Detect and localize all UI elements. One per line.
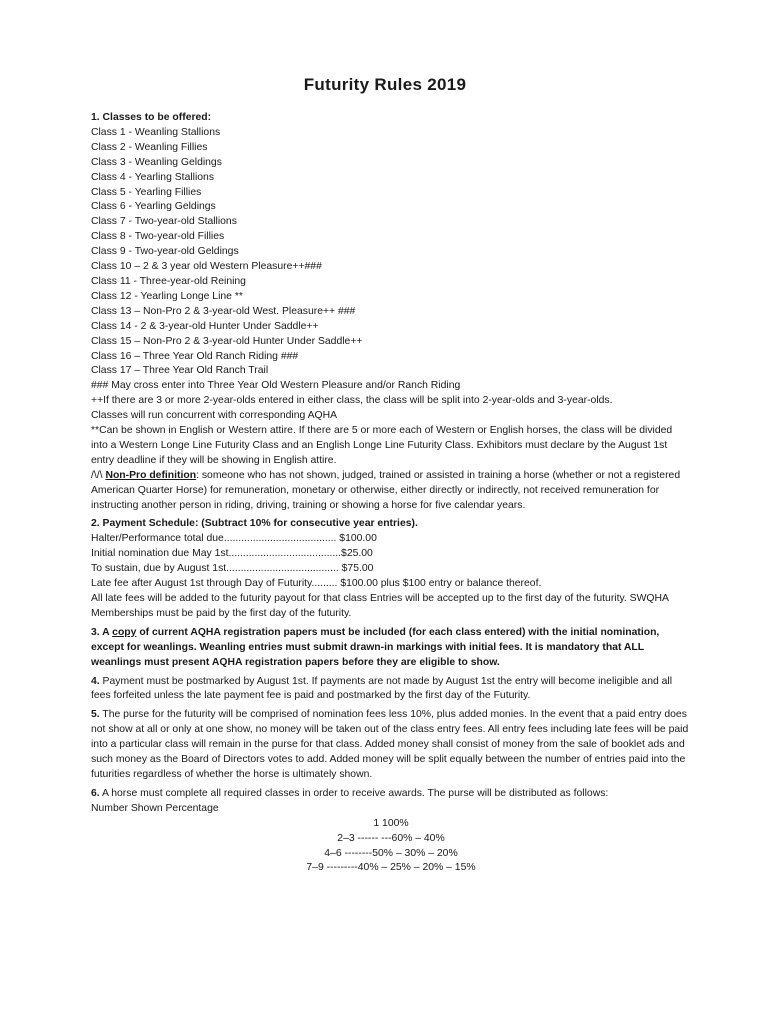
class-line: Class 15 – Non-Pro 2 & 3-year-old Hunter Under Saddle++ — [91, 335, 363, 347]
class-line: Class 17 – Three Year Old Ranch Trail — [91, 365, 269, 377]
document-body — [91, 111, 691, 876]
purse-row: 2–3 ------ ---60% – 40% — [337, 832, 445, 844]
class-line: Class 9 - Two-year-old Geldings — [91, 246, 239, 258]
class-line: Class 6 - Yearling Geldings — [91, 201, 216, 213]
section-3-text: of current AQHA registration papers must be included (for each class entered) with the initial nomination, except for weanlings. Weanling entries must submit drawn-in markings with initial fees. It is mandatory that ALL weanlings must present AQHA registration papers before they are eligible to show. — [91, 626, 660, 668]
class-line: Class 5 - Yearling Fillies — [91, 186, 202, 198]
class-line: Class 1 - Weanling Stallions — [91, 126, 221, 138]
class-line: Class 2 - Weanling Fillies — [91, 141, 208, 153]
fee-line: Halter/Performance total due....................................... $100.00 — [91, 533, 377, 545]
non-pro-text: : someone who has not shown, judged, trained or assisted in training a horse (whether or not a registered American Quarter Horse) for remuneration, monetary or otherwise, either directly or indirectly, not received remuneration for instructing another person in riding, driving, training or showing a horse for five calendar years. — [91, 469, 681, 511]
class-line: Class 13 – Non-Pro 2 & 3-year-old West. Pleasure++ ### — [91, 305, 356, 317]
cross-enter-note: ### May cross enter into Three Year Old Western Pleasure and/or Ranch Riding — [91, 380, 461, 392]
non-pro-prefix: /\/\ — [91, 469, 103, 481]
non-pro-label: Non-Pro definition — [105, 469, 197, 481]
section-6-text: A horse must complete all required classes in order to receive awards. The purse will be distributed as follows: — [99, 787, 609, 799]
section-3 — [91, 626, 691, 671]
fee-line: Initial nomination due May 1st.......................................$25.00 — [91, 548, 373, 560]
class-line: Class 14 - 2 & 3-year-old Hunter Under Saddle++ — [91, 320, 319, 332]
class-line: Class 12 - Yearling Longe Line ** — [91, 290, 243, 302]
split-note: ++If there are 3 or more 2-year-olds entered in either class, the class will be split into 2-year-olds and 3-year-olds. — [91, 395, 613, 407]
purse-row: 4–6 --------50% – 30% – 20% — [324, 847, 458, 859]
section-3-copy: copy — [112, 626, 137, 638]
class-line: Class 16 – Three Year Old Ranch Riding ### — [91, 350, 299, 362]
class-line: Class 4 - Yearling Stallions — [91, 171, 215, 183]
section-1-heading: 1. Classes to be offered: — [91, 112, 212, 123]
document-title: Futurity Rules 2019 — [303, 75, 467, 94]
class-line: Class 11 - Three-year-old Reining — [91, 275, 246, 287]
purse-table-header: Number Shown Percentage — [91, 802, 219, 814]
non-pro-definition — [91, 469, 691, 514]
purse-row: 7–9 ---------40% – 25% – 20% – 15% — [306, 862, 476, 874]
section-4-number: 4. — [91, 675, 100, 687]
section-2-heading: 2. Payment Schedule: (Subtract 10% for consecutive year entries). — [91, 518, 418, 530]
concurrent-note: Classes will run concurrent with corresponding AQHA — [91, 410, 338, 422]
section-6-number: 6. — [91, 787, 100, 799]
section-3-lead: 3. A — [91, 626, 113, 638]
class-line: Class 7 - Two-year-old Stallions — [91, 216, 237, 228]
purse-row: 1 100% — [373, 817, 409, 829]
class-line: Class 3 - Weanling Geldings — [91, 156, 222, 168]
section-4-text: Payment must be postmarked by August 1st. If payments are not made by August 1st the entry will become ineligible and all fees forfeited unless the late payment fee is paid and postmarked by the first day of the Futurity. — [91, 675, 673, 702]
late-fee-note: All late fees will be added to the futurity payout for that class Entries will be accepted up to the first day of the futurity. SWQHA Memberships must be paid by the first day of the futurity. — [91, 593, 669, 619]
class-line: Class 10 – 2 & 3 year old Western Pleasure++### — [91, 261, 322, 273]
section-4 — [91, 675, 691, 705]
longe-line-note: **Can be shown in English or Western attire. If there are 5 or more each of Western or English horses, the class will be divided into a Western Longe Line Futurity Class and an English Longe Line Futurity Class. Exhibitors must declare by the August 1st entry deadline if they will be showing in English attire. — [91, 425, 673, 466]
fee-line: To sustain, due by August 1st....................................... $75.00 — [91, 563, 374, 575]
section-5-number: 5. — [91, 709, 100, 721]
section-5-text: The purse for the futurity will be comprised of nomination fees less 10%, plus added monies. In the event that a paid entry does not show at all or only at one show, no money will be taken out of the class entry fees. All entry fees including late fees will be paid into a particular class will remain in the purse for that class. Added money shall consist of money from the sale of booklet ads and such money as the Board of Directors votes to add. Added money will be split equally between the number of entries paid into the futurities regardless of whether the horse is ultimately shown. — [91, 709, 689, 780]
class-line: Class 8 - Two-year-old Fillies — [91, 231, 225, 243]
section-5 — [91, 708, 691, 783]
fee-line: Late fee after August 1st through Day of Futurity......... $100.00 plus $100 entry or balance thereof. — [91, 578, 542, 590]
section-6 — [91, 787, 691, 802]
